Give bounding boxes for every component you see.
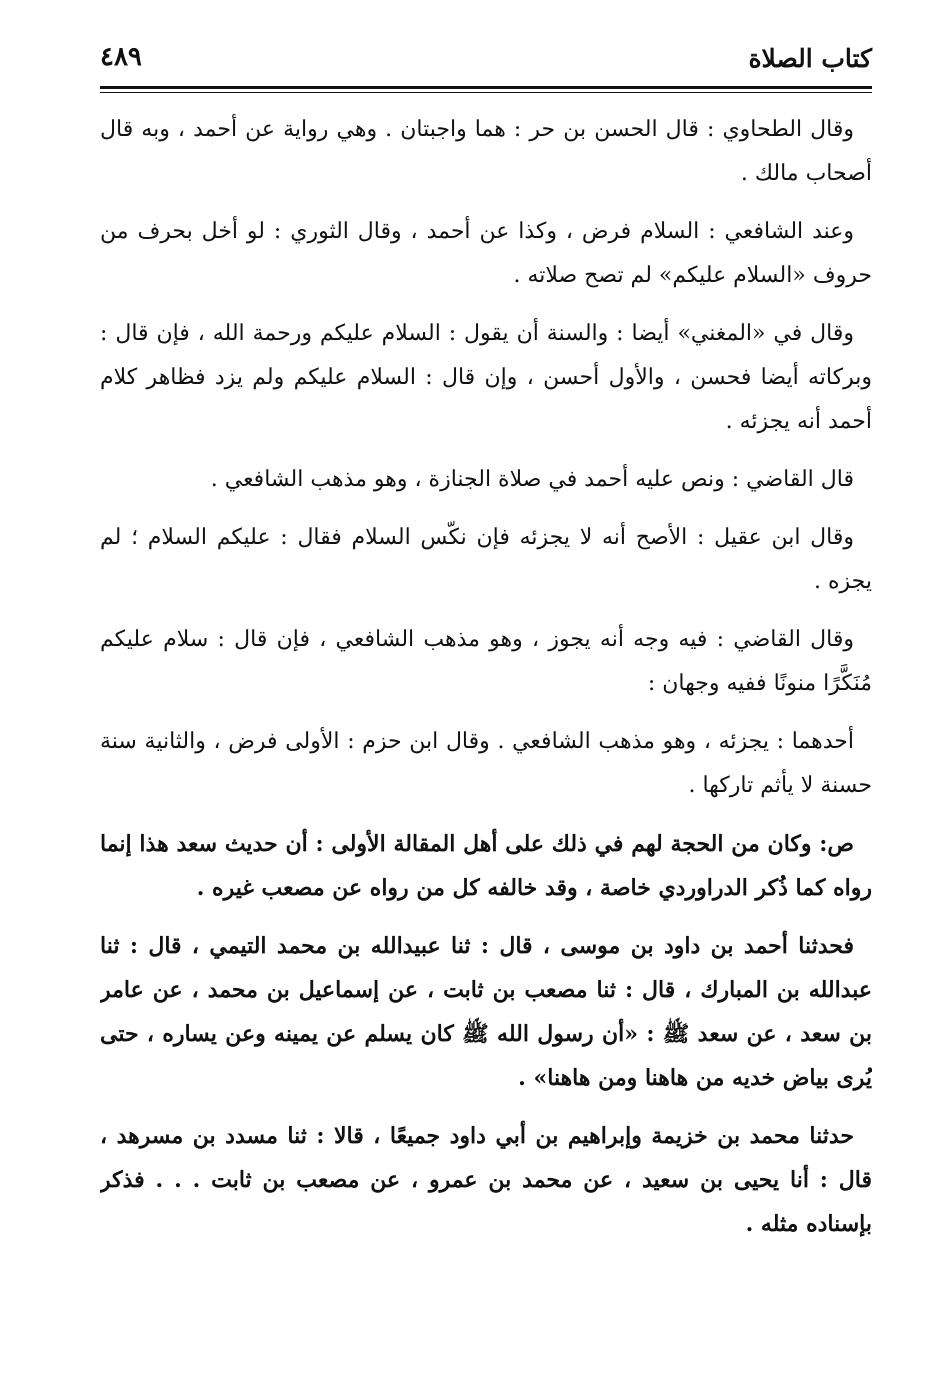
paragraph: وقال القاضي : فيه وجه أنه يجوز ، وهو مذهب الشافعي ، فإن قال : سلام عليكم مُنَكَّرًا منونًا ففيه وجهان : bbox=[100, 627, 872, 696]
paragraph: وعند الشافعي : السلام فرض ، وكذا عن أحمد ، وقال الثوري : لو أخل بحرف من حروف «السلام عليكم» لم تصح صلاته . bbox=[100, 219, 872, 288]
header-divider-thick bbox=[100, 86, 872, 89]
page-number: ٤٨٩ bbox=[100, 42, 142, 72]
paragraph: وقال ابن عقيل : الأصح أنه لا يجزئه فإن نكّس السلام فقال : عليكم السلام ؛ لم يجزه . bbox=[100, 525, 872, 594]
paragraph: قال القاضي : ونص عليه أحمد في صلاة الجنازة ، وهو مذهب الشافعي . bbox=[210, 467, 854, 492]
paragraph: وقال في «المغني» أيضا : والسنة أن يقول : السلام عليكم ورحمة الله ، فإن قال : وبركاته أيضا فحسن ، والأول أحسن ، وإن قال : السلام عليكم ولم يزد فظاهر كلام أحمد أنه يجزئه . bbox=[100, 321, 872, 434]
paragraph: وقال الطحاوي : قال الحسن بن حر : هما واجبتان . وهي رواية عن أحمد ، وبه قال أصحاب مالك . bbox=[100, 117, 872, 186]
book-title: كتاب الصلاة bbox=[748, 44, 872, 73]
page-body bbox=[100, 108, 872, 1317]
paragraph: فحدثنا أحمد بن داود بن موسى ، قال : ثنا عبيدالله بن محمد التيمي ، قال : ثنا عبدالله بن المبارك ، قال : ثنا مصعب بن ثابت ، عن إسماعيل بن محمد ، عن عامر بن سعد ، عن سعد ﷺ : «أن رسول الله ﷺ كان يسلم عن يمينه وعن يساره ، حتى يُرى بياض خديه من هاهنا ومن هاهنا» . bbox=[100, 933, 872, 1091]
page-header bbox=[100, 36, 872, 86]
header-divider-thin bbox=[100, 92, 872, 93]
paragraph: حدثنا محمد بن خزيمة وإبراهيم بن أبي داود جميعًا ، قالا : ثنا مسدد بن مسرهد ، قال : أنا يحيى بن سعيد ، عن محمد بن عمرو ، عن مصعب بن ثابت . . . فذكر بإسناده مثله . bbox=[100, 1123, 872, 1237]
paragraph: ص: وكان من الحجة لهم في ذلك على أهل المقالة الأولى : أن حديث سعد هذا إنما رواه كما ذُكر الدراوردي خاصة ، وقد خالفه كل من رواه عن مصعب غيره . bbox=[100, 831, 872, 901]
paragraph: أحدهما : يجزئه ، وهو مذهب الشافعي . وقال ابن حزم : الأولى فرض ، والثانية سنة حسنة لا يأثم تاركها . bbox=[100, 729, 872, 798]
